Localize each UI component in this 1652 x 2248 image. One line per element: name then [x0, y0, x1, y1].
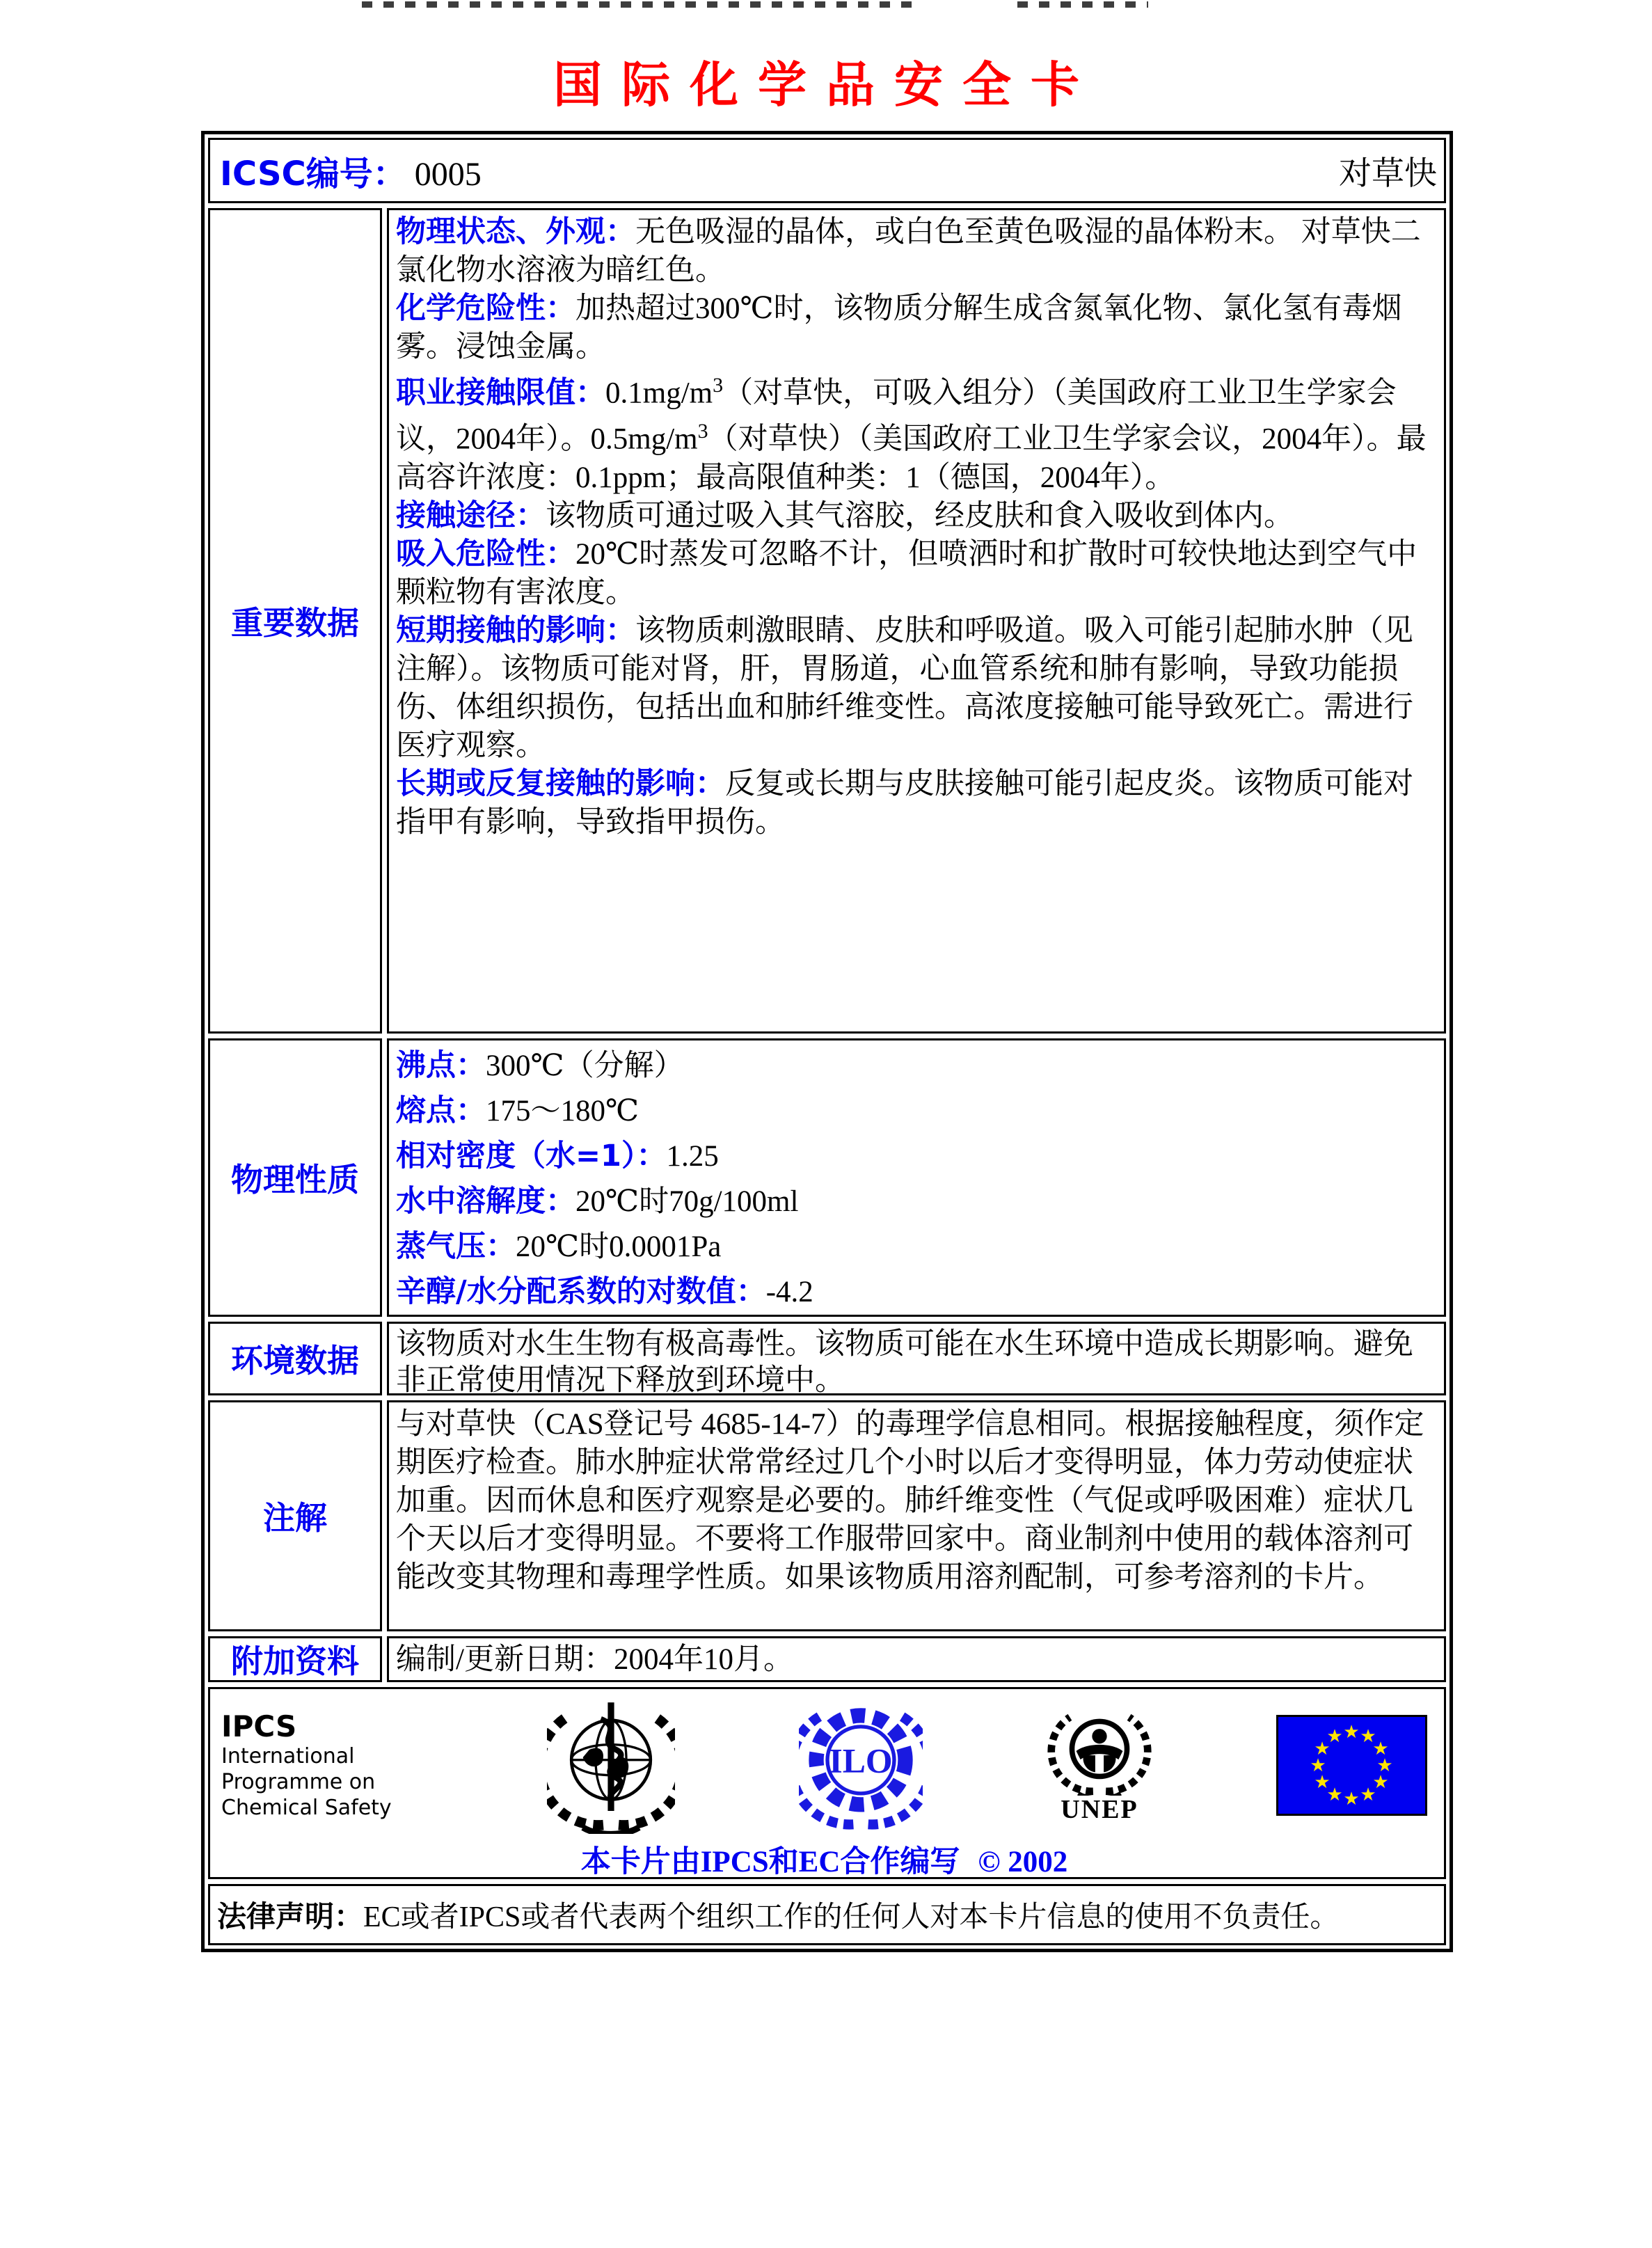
- field-label: 长期或反复接触的影响：: [396, 766, 725, 801]
- field-label: 吸入危险性：: [396, 536, 575, 571]
- paragraph: [396, 1327, 1437, 1395]
- svg-text:★: ★: [1343, 1721, 1360, 1743]
- field-label: 短期接触的影响：: [396, 612, 635, 648]
- field-text: 编制/更新日期：2004年10月。: [396, 1643, 793, 1676]
- field-label: 水中溶解度：: [396, 1184, 575, 1219]
- legal-label: 法律声明：: [217, 1899, 364, 1933]
- ipcs-wordmark: [221, 1710, 423, 1821]
- cooperation-text: 本卡片由IPCS和EC合作编写: [580, 1846, 960, 1878]
- section-label-notes: 注解: [263, 1499, 327, 1537]
- field-text: 20℃时70g/100ml: [575, 1185, 799, 1218]
- ipcs-line-1: International: [221, 1743, 355, 1768]
- ilo-letters: ILO: [829, 1741, 893, 1780]
- section-label-cell-important-data: [208, 208, 382, 1034]
- field-label: 熔点：: [396, 1093, 486, 1128]
- section-row-additional-info: [208, 1636, 1446, 1682]
- section-label-cell-additional-info: [208, 1636, 382, 1682]
- field-label: 物理状态、外观：: [396, 214, 635, 249]
- section-label-cell-notes: [208, 1400, 382, 1631]
- section-content-environmental-data: [387, 1322, 1446, 1395]
- field-label: 相对密度（水=1）：: [396, 1139, 667, 1173]
- paragraph: [396, 1224, 1437, 1269]
- field-label: 化学危险性：: [396, 291, 575, 326]
- section-content-physical-properties: [387, 1038, 1446, 1317]
- svg-text:★: ★: [1372, 1771, 1389, 1793]
- field-text: 反复或长期与皮肤接触可能引起皮炎。该物质可能对指甲有影响，导致指甲损伤。: [396, 767, 1413, 839]
- section-label-physical-properties: 物理性质: [231, 1161, 359, 1198]
- paragraph: [396, 612, 1437, 765]
- field-text: 该物质可通过吸入其气溶胶，经皮肤和食入吸收到体内。: [546, 499, 1294, 532]
- who-logo-icon: [547, 1696, 675, 1834]
- superscript: 3: [697, 420, 708, 443]
- section-content-important-data: [387, 208, 1446, 1034]
- section-label-environmental-data: 环境数据: [231, 1342, 359, 1379]
- unep-wordmark: UNEP: [1061, 1795, 1138, 1824]
- section-row-notes: [208, 1400, 1446, 1631]
- ipcs-line-2: Programme on: [221, 1769, 376, 1794]
- field-text: （对草快）（美国政府工业卫生学家会议，2004年）。最高容许浓度：0.1ppm；最高限值种类：1（德国，2004年）。: [396, 422, 1427, 494]
- section-content-notes: [387, 1400, 1446, 1631]
- field-label: 辛醇/水分配系数的对数值：: [396, 1274, 766, 1309]
- field-text: 0.1mg/m: [605, 377, 713, 410]
- ipcs-acronym: IPCS: [221, 1709, 297, 1743]
- organizations-row: [208, 1687, 1446, 1879]
- copyright-text: © 2002: [978, 1846, 1068, 1878]
- field-text: -4.2: [765, 1276, 813, 1308]
- organizations-banner: [208, 1687, 1446, 1879]
- field-text: 20℃时0.0001Pa: [516, 1230, 722, 1263]
- field-text: 175～180℃: [486, 1095, 640, 1127]
- svg-text:★: ★: [1360, 1725, 1376, 1747]
- svg-text:★: ★: [1310, 1755, 1326, 1776]
- card-header-row: [208, 138, 1446, 203]
- icsc-number-value: 0005: [414, 155, 482, 193]
- clipped-top-text: [0, 1, 1652, 10]
- paragraph: [396, 1405, 1437, 1597]
- field-label: 沸点：: [396, 1048, 486, 1083]
- field-text: 该物质对水生生物有极高毒性。该物质可能在水生环境中造成长期影响。避免非正常使用情况下释放到环境中。: [396, 1328, 1413, 1395]
- field-text: 与对草快（CAS登记号 4685-14-7）的毒理学信息相同。根据接触程度，须作定期医疗检查。肺水肿症状常常经过几个小时以后才变得明显，体力劳动使症状加重。因而休息和医疗观察是必要的。肺纤维变性（气促或呼吸困难）症状几个天以后才变得明显。不要将工作服带回家中。商业制剂中使用的载体溶剂可能改变其物理和毒理学性质。如果该物质用溶剂配制，可参考溶剂的卡片。: [396, 1408, 1424, 1594]
- section-label-cell-physical-properties: [208, 1038, 382, 1317]
- legal-notice: [208, 1884, 1446, 1945]
- field-text: 20℃时蒸发可忽略不计，但喷洒时和扩散时可较快地达到空气中颗粒物有害浓度。: [396, 537, 1417, 609]
- unep-logo-icon: [1047, 1707, 1152, 1823]
- paragraph: [396, 290, 1437, 366]
- svg-text:★: ★: [1326, 1725, 1343, 1747]
- svg-text:★: ★: [1326, 1784, 1343, 1805]
- section-label-cell-environmental-data: [208, 1322, 382, 1395]
- svg-text:★: ★: [1360, 1784, 1376, 1805]
- field-label: 职业接触限值：: [396, 375, 605, 411]
- field-text: 1.25: [666, 1140, 719, 1173]
- section-label-additional-info: 附加资料: [231, 1643, 359, 1680]
- section-row-physical-properties: [208, 1038, 1446, 1317]
- field-label: 接触途径：: [396, 498, 546, 533]
- svg-text:★: ★: [1343, 1788, 1360, 1810]
- svg-text:★: ★: [1314, 1771, 1331, 1793]
- paragraph: [396, 1089, 1437, 1134]
- paragraph: [396, 1043, 1437, 1089]
- section-content-additional-info: [387, 1636, 1446, 1682]
- field-label: 蒸气压：: [396, 1229, 516, 1264]
- svg-text:★: ★: [1372, 1738, 1389, 1759]
- ilo-logo-icon: [799, 1698, 923, 1832]
- paragraph: [396, 213, 1437, 290]
- section-row-important-data: [208, 208, 1446, 1034]
- paragraph: [396, 497, 1437, 535]
- legal-text: EC或者IPCS或者代表两个组织工作的任何人对本卡片信息的使用不负责任。: [363, 1901, 1340, 1933]
- field-text: 该物质刺激眼睛、皮肤和呼吸道。吸入可能引起肺水肿（见注解）。该物质可能对肾，肝，胃肠道，心血管系统和肺有影响，导致功能损伤、体组织损伤，包括出血和肺纤维变性。高浓度接触可能导致死亡。需进行医疗观察。: [396, 614, 1413, 762]
- field-text: 无色吸湿的晶体，或白色至黄色吸湿的晶体粉末。 对草快二氯化物水溶液为暗红色。: [396, 216, 1421, 287]
- card-header: [208, 138, 1446, 203]
- svg-text:★: ★: [1376, 1755, 1393, 1776]
- page-title: 国际化学品安全卡: [553, 59, 1099, 113]
- svg-text:★: ★: [1314, 1738, 1331, 1759]
- section-row-environmental-data: [208, 1322, 1446, 1395]
- paragraph: [396, 535, 1437, 612]
- ipcs-line-3: Chemical Safety: [221, 1795, 392, 1820]
- superscript: 3: [713, 374, 724, 397]
- icsc-number-label: ICSC编号：: [220, 154, 406, 193]
- paragraph: [396, 1179, 1437, 1224]
- icsc-number: [220, 147, 482, 195]
- field-text: 加热超过300℃时，该物质分解生成含氮氧化物、氯化氢有毒烟雾。浸蚀金属。: [396, 292, 1402, 363]
- field-text: 300℃（分解）: [486, 1050, 684, 1082]
- paragraph: [396, 1134, 1437, 1179]
- icsc-card: [201, 131, 1453, 1952]
- paragraph: [396, 1640, 793, 1679]
- legal-row: [208, 1884, 1446, 1945]
- section-label-important-data: 重要数据: [231, 604, 359, 642]
- paragraph: [396, 765, 1437, 841]
- cooperation-caption: [221, 1838, 1427, 1881]
- field-text: （对草快，可吸入组分）（美国政府工业卫生学家会议，2004年）。0.5mg/m: [396, 377, 1397, 456]
- paragraph: [396, 1269, 1437, 1315]
- chemical-name: 对草快: [1339, 155, 1437, 192]
- paragraph: [396, 366, 1437, 497]
- logo-strip: [221, 1696, 1427, 1834]
- eu-flag-icon: [1276, 1715, 1427, 1816]
